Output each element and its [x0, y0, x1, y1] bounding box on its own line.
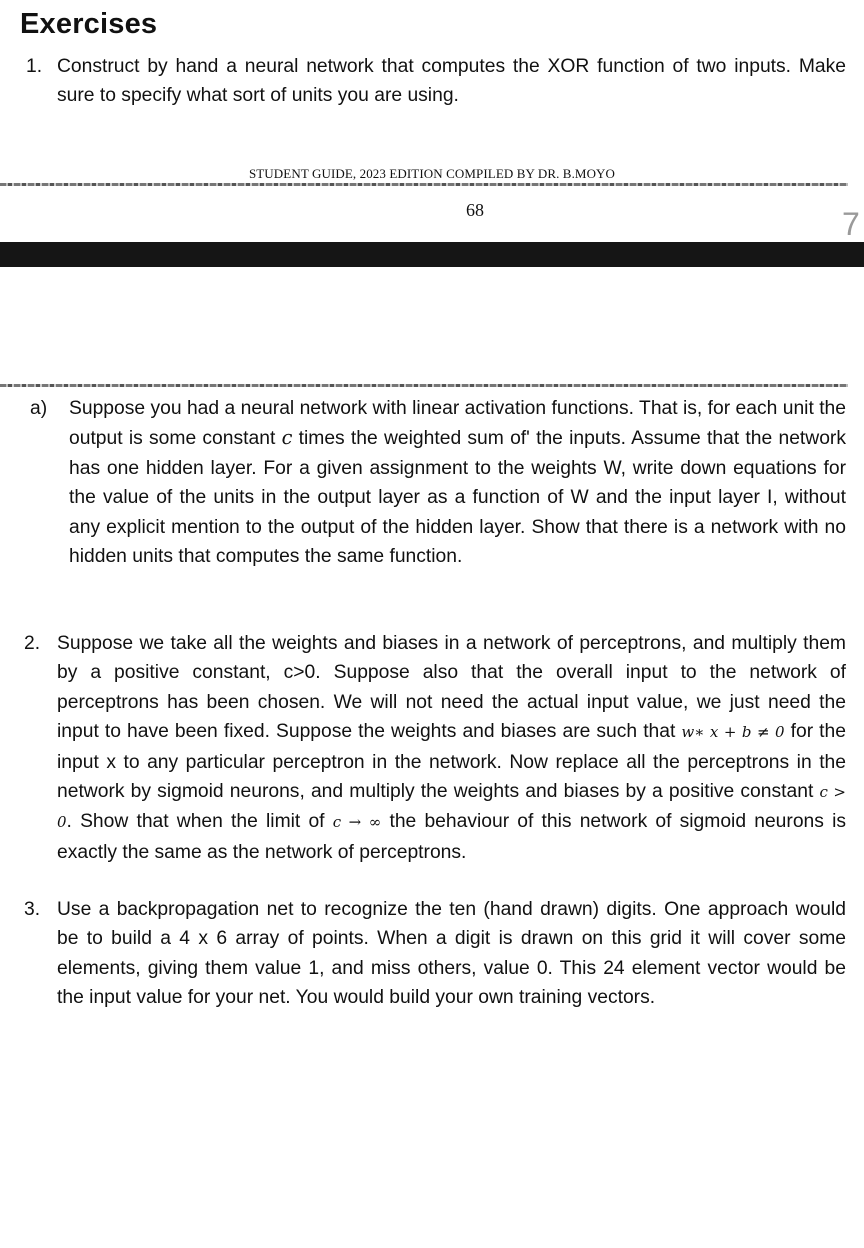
exercise-3-number: 3.: [24, 899, 41, 920]
exercise-1a-label: a): [30, 398, 48, 419]
footer-guide-text: STUDENT GUIDE, 2023 EDITION COMPILED BY DR. B.MOYO: [248, 166, 616, 181]
exercise-1-text: Construct by hand a neural network that computes the XOR function of two inputs. Make sure to specify what sort of units you are using.: [57, 56, 846, 107]
exercise-2-number: 2.: [24, 633, 41, 654]
math-constant-c: c: [281, 426, 293, 450]
math-c-to-infinity: c → ∞: [332, 813, 382, 832]
exercise-2-text-1: Suppose we take all the weights and biases in a network of perceptrons, and multiply them by a positive constant, c>0. Suppose also that the overall input to the network of perceptrons has been chosen. We will not need the actual input value, we just need the input to have been fixed. Suppose the weights and biases are such that: [57, 633, 846, 743]
exercise-1-number: 1.: [26, 56, 43, 77]
header-rule: [0, 384, 848, 387]
exercise-2: [24, 629, 846, 867]
page-number: 68: [466, 200, 484, 220]
exercise-2-text-2: for the input x to any particular perceptron in the network. Now replace all the perceptrons in the network by sigmoid neurons, and multiply the weights and biases by a positive constant: [57, 721, 846, 803]
next-page-number-fragment: 7: [842, 206, 860, 242]
exercise-1a: [30, 394, 846, 571]
exercise-1: [26, 52, 846, 111]
math-wx-plus-b: w∗ x + b ≠ 0: [681, 723, 785, 742]
section-title: Exercises: [20, 8, 158, 40]
exercise-1a-text-2: times the weighted sum of' the inputs. Assume that the network has one hidden layer. For a given assignment to the weights W, write down equations for the value of the units in the output layer as a function of W and the input layer I, without any explicit mention to the output of the hidden layer. Show that there is a network with no hidden units that computes the same function.: [69, 428, 846, 568]
page-break-band: [0, 242, 864, 267]
exercise-2-text-3: . Show that when the limit of: [66, 811, 333, 833]
exercise-3: [24, 895, 846, 1013]
exercise-3-text: Use a backpropagation net to recognize the ten (hand drawn) digits. One approach would be to build a 4 x 6 array of points. When a digit is drawn on this grid it will cover some elements, giving them value 1, and miss others, value 0. This 24 element vector would be the input value for your net. You would build your own training vectors.: [57, 899, 846, 1009]
math-c-positive: c > 0: [57, 783, 846, 832]
exercise-1a-text-1: Suppose you had a neural network with linear activation functions. That is, for each unit the output is some constant: [69, 398, 846, 450]
exercise-2-text-4: the behaviour of this network of sigmoid neurons is exactly the same as the network of perceptrons.: [57, 811, 846, 863]
footer-rule: [0, 183, 848, 186]
